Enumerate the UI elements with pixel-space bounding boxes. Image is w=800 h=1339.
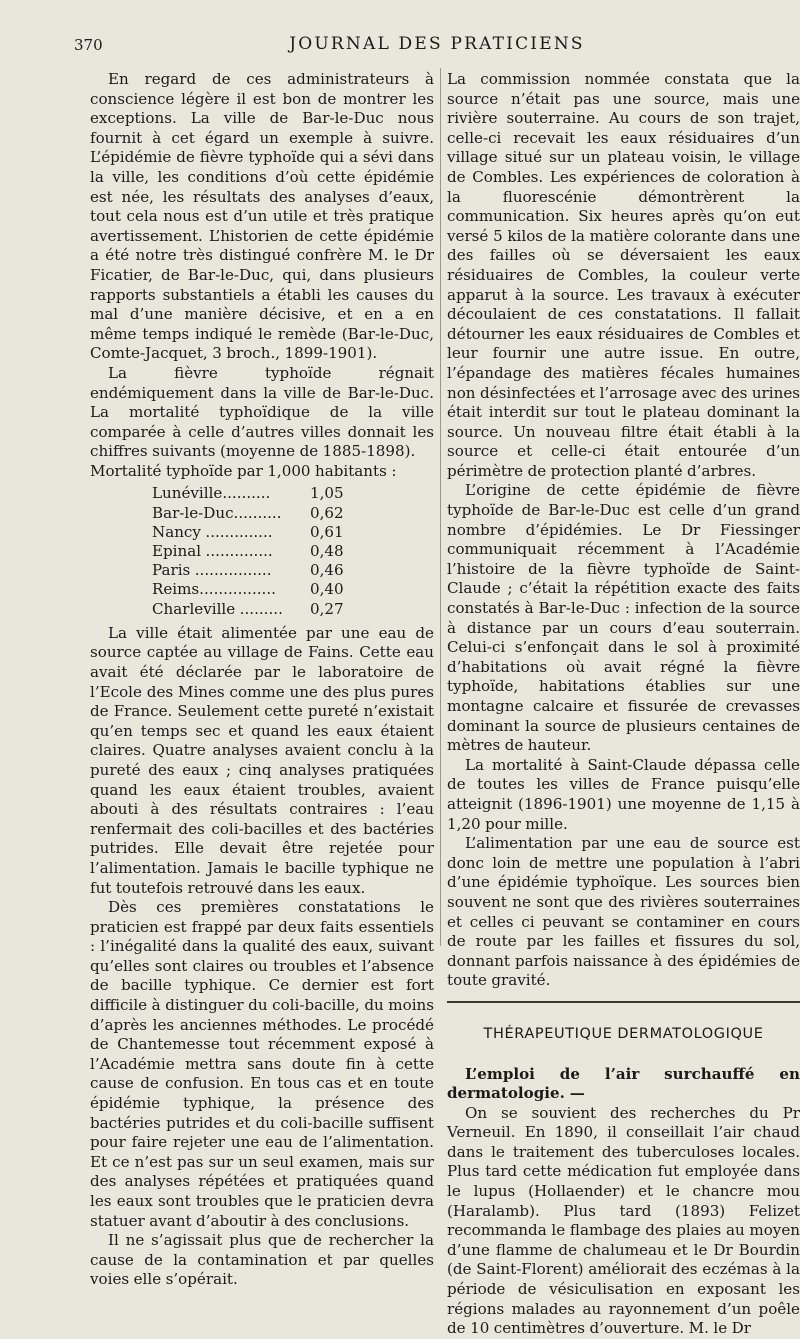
column-divider bbox=[440, 68, 441, 946]
paragraph: L’alimentation par une eau de source est donc loin de mettre une population à l’abri d’une épidémie typhoïque. Les sources bien souvent ne sont que des rivières souterraines et celles ci peuvant se contaminer en cours de route par les failles et fissures du sol, donnant parfois naissance à des épidémies de toute gravité. bbox=[447, 834, 800, 990]
mortality-row bbox=[152, 523, 352, 542]
mortality-row bbox=[152, 504, 352, 523]
paragraph: On se souvient des recherches du Pr Verneuil. En 1890, il conseillait l’air chaud dans le traitement des tuberculoses locales. Plus tard cette médication fut employée dans le lupus (Hollaender) et le chancre mou (Haralamb). Plus tard (1893) Felizet recommanda le flambage des plaies au moyen d’une flamme de chalumeau et le Dr Bourdin (de Saint-Florent) améliorait des eczémas à la période de vésiculisation en exposant les régions malades au rayonnement d’un poêle de 10 centimètres d’ouverture. M. le Dr bbox=[447, 1103, 800, 1338]
paragraph: La ville était alimentée par une eau de source captée au village de Fains. Cette eau avait été déclarée par le laboratoire de l’Ecole des Mines comme une des plus pures de France. Seulement cette pureté n’existait qu’en temps sec et quand les eaux étaient claires. Quatre analyses avaient conclu à la pureté des eaux ; cinq analyses pratiquées quand les eaux étaient troubles, avaient abouti à des résultats contraires : l’eau renfermait des coli-bacilles et des bactéries putrides. Elle devait être rejetée pour l’alimentation. Jamais le bacille typhique ne fut toutefois retrouvé dans les eaux. bbox=[90, 623, 434, 897]
mortality-row bbox=[152, 484, 352, 503]
paragraph: L’origine de cette épidémie de fièvre typhoïde de Bar-le-Duc est celle d’un grand nombre d’épidémies. Le Dr Fiessinger communiquait récemment à l’Académie l’histoire de la fièvre typhoïde de Saint-Claude ; c’était la répétition exacte des faits constatés à Bar-le-Duc : infection de la source à distance par un cours d’eau souterrain. Celui-ci s’enfonçait dans le sol à proximité d’habitations où avait régné la fièvre typhoïde, habitations établies sur une montagne calcaire et fissurée de crevasses dominant la source de plusieurs centaines de mètres de hauteur. bbox=[447, 481, 800, 755]
left-column bbox=[90, 70, 434, 1290]
right-column bbox=[447, 70, 800, 1339]
mortality-value: 0,46 bbox=[310, 561, 344, 580]
mortality-value: 0,61 bbox=[310, 522, 344, 541]
city-name: Reims................ bbox=[152, 580, 276, 599]
city-name: Epinal .............. bbox=[152, 542, 273, 561]
paragraph: La commission nommée constata que la source n’était pas une source, mais une rivière souterraine. Au cours de son trajet, celle-ci recevait les eaux résiduaires d’un village situé sur un plateau voisin, le village de Combles. Les expériences de coloration à la fluorescénie démontrèrent la communication. Six heures après qu’on eut versé 5 kilos de la matière colorante dans une des failles où se déversaient les eaux résiduaires de Combles, la couleur verte apparut à la source. Les travaux à exécuter découlaient de ces constatations. Il fallait détourner les eaux résiduaires de Combles et leur fournir une autre issue. En outre, l’épandage des matières fécales humaines non désinfectées et l’arrosage avec des urines était interdit sur tout le plateau dominant la source. Un nouveau filtre était établi à la source et celle-ci était entourée d’un périmètre de protection planté d’arbres. bbox=[447, 70, 800, 480]
mortality-table-title: Mortalité typhoïde par 1,000 habitants : bbox=[90, 461, 397, 480]
mortality-table bbox=[152, 484, 352, 618]
city-name: Nancy .............. bbox=[152, 522, 273, 541]
city-name: Bar-le-Duc.......... bbox=[152, 503, 282, 522]
city-name: Lunéville.......... bbox=[152, 484, 271, 503]
mortality-value: 0,27 bbox=[310, 599, 344, 618]
mortality-value: 1,05 bbox=[310, 484, 344, 503]
section-title: THÉRAPEUTIQUE DERMATOLOGIQUE bbox=[483, 1025, 764, 1042]
paragraph: En regard de ces administrateurs à conscience légère il est bon de montrer les exceptions. La ville de Bar-le-Duc nous fournit à cet égard un exemple à suivre. L’épidémie de fièvre typhoïde qui a sévi dans la ville, les conditions d’où cette épidémie est née, les résultats des analyses d’eaux, tout cela nous est d’un utile et très pratique avertissement. L’historien de cette épidémie a été notre très distingué confrère M. le Dr Ficatier, de Bar-le-Duc, qui, dans plusieurs rapports substantiels a établi les causes du mal d’une manière décisive, et en a en même temps indiqué le remède (Bar-le-Duc, Comte-Jacquet, 3 broch., 1899-1901). bbox=[90, 70, 434, 363]
city-name: Paris ................ bbox=[152, 561, 272, 580]
mortality-value: 0,62 bbox=[310, 503, 344, 522]
article-title: L’emploi de l’air surchauffé en dermatologie. — bbox=[447, 1064, 800, 1103]
mortality-value: 0,48 bbox=[310, 542, 344, 561]
page-number: 370 bbox=[74, 36, 103, 54]
paragraph: La mortalité à Saint-Claude dépassa celle de toutes les villes de France puisqu’elle atteignit (1896-1901) une moyenne de 1,15 à 1,20 pour mille. bbox=[447, 755, 800, 833]
mortality-value: 0,40 bbox=[310, 580, 344, 599]
mortality-row bbox=[152, 542, 352, 561]
paragraph: Dès ces premières constatations le praticien est frappé par deux faits essentiels : l’inégalité dans la qualité des eaux, suivant qu’elles sont claires ou troubles et l’absence de bacille typhique. Ce dernier est fort difficile à distinguer du coli-bacille, du moins d’après les anciennes méthodes. Le procédé de Chantemesse tout récemment exposé à l’Académie mettra sans doute fin à cette cause de confusion. En tous cas et en toute épidémie typhique, la présence des bactéries putrides et du coli-bacille suffisent pour faire rejeter une eau de l’alimentation. Et ce n’est pas sur un seul examen, mais sur des analyses répétées et pratiquées quand les eaux sont troubles que le praticien devra statuer avant d’aboutir à des conclusions. bbox=[90, 898, 434, 1230]
paragraph: La fièvre typhoïde régnait endémiquement dans la ville de Bar-le-Duc. La mortalité typhoïdique de la ville comparée à celle d’autres villes donnait les chiffres suivants (moyenne de 1885-1898). bbox=[90, 363, 434, 461]
page-header bbox=[74, 34, 800, 58]
mortality-row bbox=[152, 600, 352, 619]
mortality-row bbox=[152, 580, 352, 599]
paragraph: Il ne s’agissait plus que de rechercher la cause de la contamination et par quelles voies elle s’opérait. bbox=[90, 1231, 434, 1289]
mortality-row bbox=[152, 561, 352, 580]
article-heading bbox=[447, 1065, 800, 1104]
journal-title: JOURNAL DES PRATICIENS bbox=[289, 34, 585, 54]
city-name: Charleville ......... bbox=[152, 599, 283, 618]
section-rule bbox=[447, 1001, 800, 1003]
